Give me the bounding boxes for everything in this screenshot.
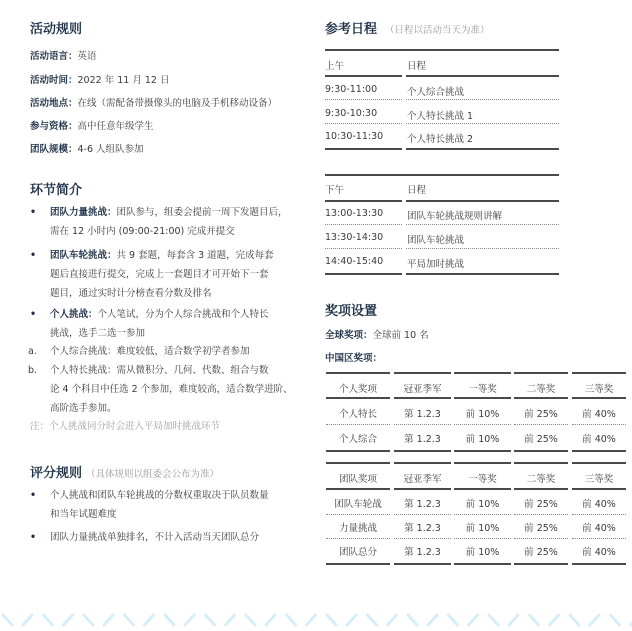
table-cell: 前 10% (465, 547, 500, 558)
table-cell: 平局加时挑战 (407, 259, 465, 270)
header-cell: 团队奖项 (338, 474, 377, 485)
table-cell: 个人特长挑战 2 (407, 134, 474, 145)
header-cell: 二等奖 (526, 384, 556, 395)
table-cell: 前 10% (465, 523, 500, 534)
table-cell: 前 25% (524, 523, 558, 534)
header-afternoon: 下午 (325, 185, 345, 196)
table-cell: 团队车轮战 (334, 499, 382, 510)
table-cell: 第 1.2.3 (404, 434, 441, 445)
rule-eligibility: 参与资格：高中任意年级学生 (30, 121, 154, 132)
table-cell: 10:30-11:30 (325, 131, 384, 142)
bullet-icon: • (30, 207, 37, 218)
table-cell: 前 40% (582, 523, 616, 534)
table-cell: 前 40% (582, 409, 616, 420)
table-cell: 14:40-15:40 (325, 256, 384, 267)
header-schedule: 日程 (407, 61, 427, 72)
global-awards: 全球奖项：全球前 10 名 (325, 330, 429, 341)
table-cell: 第 1.2.3 (404, 409, 441, 420)
table-cell: 第 1.2.3 (404, 547, 441, 558)
table-cell: 第 1.2.3 (404, 523, 441, 534)
scoring-title: 评分规则 （具体规则以组委会公布为准） (30, 466, 220, 481)
sections-title: 环节简介 (30, 183, 83, 198)
header-cell: 个人奖项 (338, 384, 377, 395)
table-cell: 前 10% (465, 409, 500, 420)
header-cell: 二等奖 (526, 474, 556, 485)
section-team-power: • 团队力量挑战：团队参与，组委会提前一周下发题目后， 需在 12 小时内 (09:00-21:00) 完成并提交 (30, 203, 305, 241)
table-cell: 前 40% (582, 434, 616, 445)
table-cell: 前 25% (524, 547, 558, 558)
table-cell: 个人综合 (338, 434, 377, 445)
table-cell: 力量挑战 (338, 523, 377, 534)
bullet-icon: • (30, 309, 37, 320)
rule-team-size: 团队规模：4-6 人组队参加 (30, 144, 144, 155)
header-cell: 一等奖 (468, 384, 497, 395)
header-morning: 上午 (325, 61, 345, 72)
bullet-icon: • (30, 490, 37, 501)
table-cell: 前 25% (524, 434, 558, 445)
rule-time: 活动时间：2022 年 11 月 12 日 (30, 75, 170, 86)
scoring-power-ranking: • 团队力量挑战单独排名，不计入活动当天团队总分 (30, 528, 305, 547)
zigzag-border-decoration (0, 612, 632, 628)
table-cell: 团队车轮挑战规则讲解 (407, 211, 503, 222)
table-cell: 13:00-13:30 (325, 208, 384, 219)
table-cell: 前 10% (465, 499, 500, 510)
sub-item-b: b. 个人特长挑战：需从微积分、几何、代数、组合与数 论 4 个科目中任选 2 个参加，难度较高，适合数学进阶、 高阶选手参加。 (28, 365, 293, 414)
header-cell: 冠亚季军 (403, 474, 442, 485)
rules-title: 活动规则 (30, 22, 83, 37)
table-cell: 个人特长挑战 1 (407, 111, 474, 122)
table-cell: 前 25% (524, 499, 558, 510)
table-cell: 个人特长 (338, 409, 377, 420)
table-cell: 第 1.2.3 (404, 499, 441, 510)
rule-location: 活动地点：在线（需配备带摄像头的电脑及手机移动设备） (30, 98, 278, 109)
rule-language: 活动语言：英语 (30, 51, 97, 62)
table-cell: 个人综合挑战 (407, 87, 465, 98)
sub-item-a: a. 个人综合挑战：难度较低，适合数学初学者参加 (28, 346, 250, 357)
section-individual: • 个人挑战：个人笔试，分为个人综合挑战和个人特长 挑战，选手二选一参加 (30, 305, 305, 343)
header-cell: 一等奖 (468, 474, 497, 485)
table-cell: 前 25% (524, 409, 558, 420)
china-awards-label: 中国区奖项： (325, 353, 383, 364)
bullet-icon: • (30, 250, 37, 261)
header-cell: 三等奖 (584, 384, 614, 395)
table-cell: 团队车轮挑战 (407, 235, 465, 246)
scoring-weight: • 个人挑战和团队车轮挑战的分数权重取决于队员数量 和当年试题难度 (30, 486, 305, 524)
schedule-title: 参考日程 （日程以活动当天为准） (325, 22, 490, 37)
table-cell: 9:30-10:30 (325, 108, 378, 119)
table-cell: 前 40% (582, 499, 616, 510)
header-cell: 冠亚季军 (403, 384, 442, 395)
header-schedule: 日程 (407, 185, 427, 196)
table-cell: 前 40% (582, 547, 616, 558)
table-cell: 团队总分 (338, 547, 377, 558)
table-cell: 9:30-11:00 (325, 84, 378, 95)
awards-title: 奖项设置 (325, 304, 378, 319)
section-team-wheel: • 团队车轮挑战：共 9 套题，每套含 3 道题，完成每套 题后直接进行提交，完成上一套题目才可开始下一套 题目，通过实时计分榜查看分数及排名 (30, 246, 305, 303)
table-cell: 前 10% (465, 434, 500, 445)
bullet-icon: • (30, 532, 37, 543)
header-cell: 三等奖 (584, 474, 614, 485)
individual-note: 注：个人挑战同分时会进入平局加时挑战环节 (30, 421, 221, 432)
table-cell: 13:30-14:30 (325, 232, 384, 243)
